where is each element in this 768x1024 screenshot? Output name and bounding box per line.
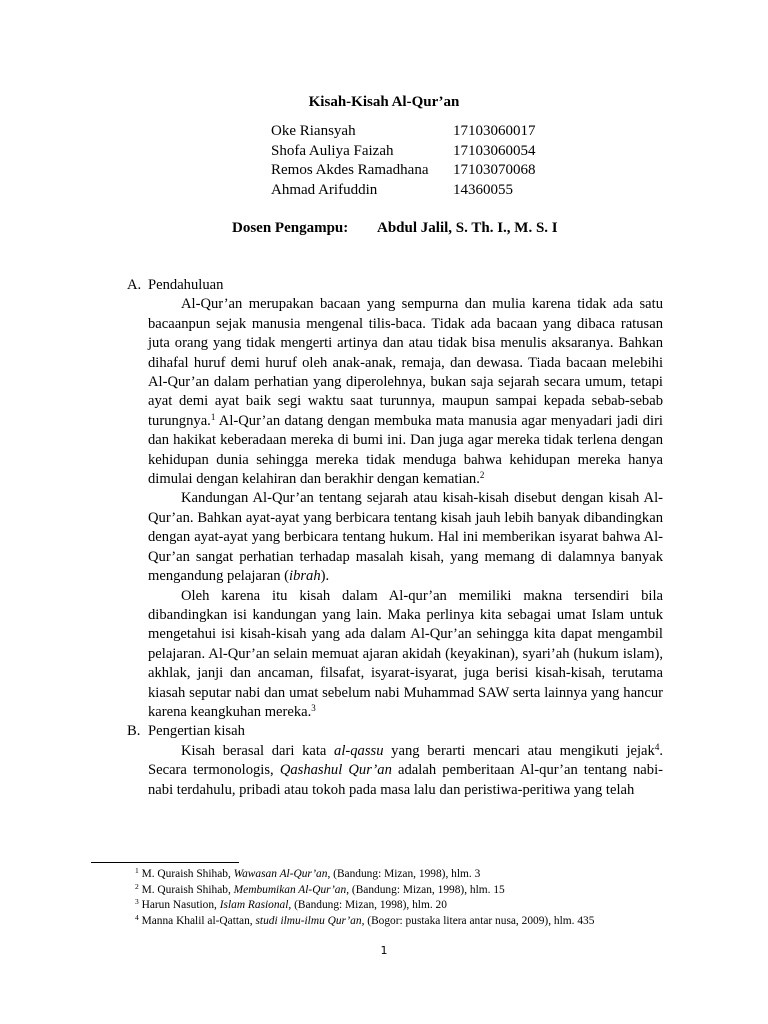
- paragraph-text: Al-Qur’an datang dengan membuka mata manusia agar menyadari jadi diri dan hakikat keberadaan mereka di bumi ini. Dan juga agar mereka tidak terlena dengan kehidupan dunia sehingga mereka tidak menduga bahwa kehidupan mereka hanya dimulai dengan kelahiran dan berakhir dengan kematian.: [148, 412, 663, 488]
- section-heading-text: Pengertian kisah: [148, 723, 245, 740]
- section-marker: B.: [127, 723, 141, 740]
- footnote-title: Wawasan Al-Qur’an: [233, 868, 328, 880]
- italic-term: Qashashul Qur’an: [279, 762, 392, 779]
- paragraph-text: Kandungan Al-Qur’an tentang sejarah atau kisah-kisah disebut dengan kisah Al-Qur’an. Bahkan ayat-ayat yang berbicara tentang kisah jauh lebih banyak dibandingkan dengan ayat-ayat yang berbicara tentang hukum. Hal ini memberikan isyarat bahwa Al-Qur’an sangat perhatian terhadap masalah kisah, yang memang di dalamnya banyak mengandung pelajaran (: [148, 490, 663, 585]
- lecturer-name: Abdul Jalil, S. Th. I., M. S. I: [377, 220, 558, 236]
- author-nim: 17103060054: [453, 142, 536, 159]
- footnote-number: 3: [135, 897, 139, 907]
- paragraph-text: . Secara termonologis,: [148, 742, 663, 779]
- section-heading-text: Pendahuluan: [148, 277, 224, 293]
- footnote-ref[interactable]: 1: [210, 411, 216, 422]
- author-list: [271, 122, 536, 200]
- footnote-number: 2: [135, 881, 139, 891]
- footnote-text: M. Quraish Shihab,: [138, 868, 234, 880]
- document-title: Kisah-Kisah Al-Qur’an: [308, 94, 460, 110]
- paragraph: [148, 489, 663, 586]
- paragraph-text: Oleh karena itu kisah dalam Al-qur’an memiliki makna tersendiri bila dibandingkan isi kandungan yang lain. Maka perlinya kita sebagai umat Islam untuk mengetahui isi kisah-kisah yang ada dalam Al-Qur’an sehingga kita dapat mengambil pelajaran. Al-Qur’an selain memuat ajaran akidah (keyakinan), syari’ah (hukum islam), akhlak, janji dan ancaman, filsafat, isyarat-isyarat, juga berisi kisah-kisah, terutama kiasah seputar nabi dan umat sebelum nabi Muhammad SAW serta lainnya yang hancur karena keangkuhan mereka.: [148, 587, 663, 720]
- page-number: 1: [380, 944, 388, 957]
- author-row: [271, 142, 536, 162]
- paragraph: [148, 742, 663, 800]
- author-nim: 14360055: [453, 181, 513, 198]
- footnote: [135, 883, 594, 899]
- lecturer-line: [232, 218, 558, 238]
- footnote: [135, 867, 594, 883]
- author-name: Oke Riansyah: [271, 123, 356, 139]
- paragraph-text: Kisah berasal dari kata: [181, 742, 335, 759]
- paragraph: [148, 295, 663, 489]
- footnote-ref[interactable]: 3: [311, 702, 316, 713]
- paragraph-text: ).: [320, 568, 330, 585]
- author-name: Remos Akdes Ramadhana: [271, 162, 429, 178]
- author-name: Shofa Auliya Faizah: [271, 142, 394, 159]
- italic-term: al-qassu: [334, 742, 384, 759]
- footnotes: [135, 867, 594, 930]
- footnote-title: Membumikan Al-Qur’an: [233, 883, 347, 896]
- footnote-separator: [91, 862, 239, 863]
- footnote-text: , (Bandung: Mizan, 1998), hlm. 20: [288, 899, 447, 912]
- author-name: Ahmad Arifuddin: [271, 181, 378, 198]
- footnote-text: Harun Nasution,: [138, 899, 220, 912]
- footnote-number: 4: [135, 913, 139, 923]
- paragraph: [148, 587, 663, 723]
- lecturer-label: Dosen Pengampu:: [232, 220, 349, 236]
- footnote-text: , (Bandung: Mizan, 1998), hlm. 3: [327, 868, 481, 880]
- footnote-text: M. Quraish Shihab,: [138, 883, 234, 896]
- author-row: [271, 122, 536, 142]
- section-marker: A.: [127, 277, 142, 293]
- author-row: [271, 181, 536, 201]
- author-nim: 17103060017: [453, 123, 536, 139]
- section-heading-pendahuluan: [127, 276, 663, 295]
- paragraph-text: adalah pemberitaan Al-qur’an tentang nabi-nabi terdahulu, pribadi atau tokoh pada masa lalu dan peristiwa-peritiwa yang telah: [148, 762, 663, 798]
- section-heading-pengertian-kisah: [127, 722, 663, 741]
- paragraph-text: yang berarti mencari atau mengikuti jejak: [383, 742, 655, 759]
- italic-term: ibrah: [289, 568, 321, 585]
- document-body: [127, 276, 663, 800]
- footnote-number: 1: [135, 866, 139, 875]
- footnote-title: Islam Rasional: [219, 899, 289, 912]
- footnote-title: studi ilmu-ilmu Qur’an: [255, 915, 362, 928]
- footnote-ref[interactable]: 2: [479, 470, 485, 481]
- footnote-text: , (Bogor: pustaka litera antar nusa, 2009), hlm. 435: [361, 915, 595, 928]
- footnote-text: , (Bandung: Mizan, 1998), hlm. 15: [346, 883, 505, 896]
- footnote: [135, 898, 594, 914]
- footnote-ref[interactable]: 4: [654, 741, 660, 752]
- paragraph-text: Al-Qur’an merupakan bacaan yang sempurna dan mulia karena tidak ada satu bacaanpun sejak manusia mengenal tilis-baca. Tidak ada bacaan yang dibaca ratusan juta orang yang tidak mengerti artinya dan atau tidak bisa menulis aksaranya. Bahkan dihafal huruf demi huruf oleh anak-anak, remaja, dan dewasa. Tiada bacaan melebihi Al-Qur’an dalam perhatian yang diperolehnya, bukan saja sejarah secara umum, tetapi ayat demi ayat baik segi waktu saat turunnya, maupun sampai kepada sebab-sebab turungnya.: [148, 296, 663, 429]
- footnote: [135, 914, 594, 930]
- footnote-text: Manna Khalil al-Qattan,: [138, 915, 256, 928]
- author-nim: 17103070068: [453, 162, 536, 178]
- author-row: [271, 161, 536, 181]
